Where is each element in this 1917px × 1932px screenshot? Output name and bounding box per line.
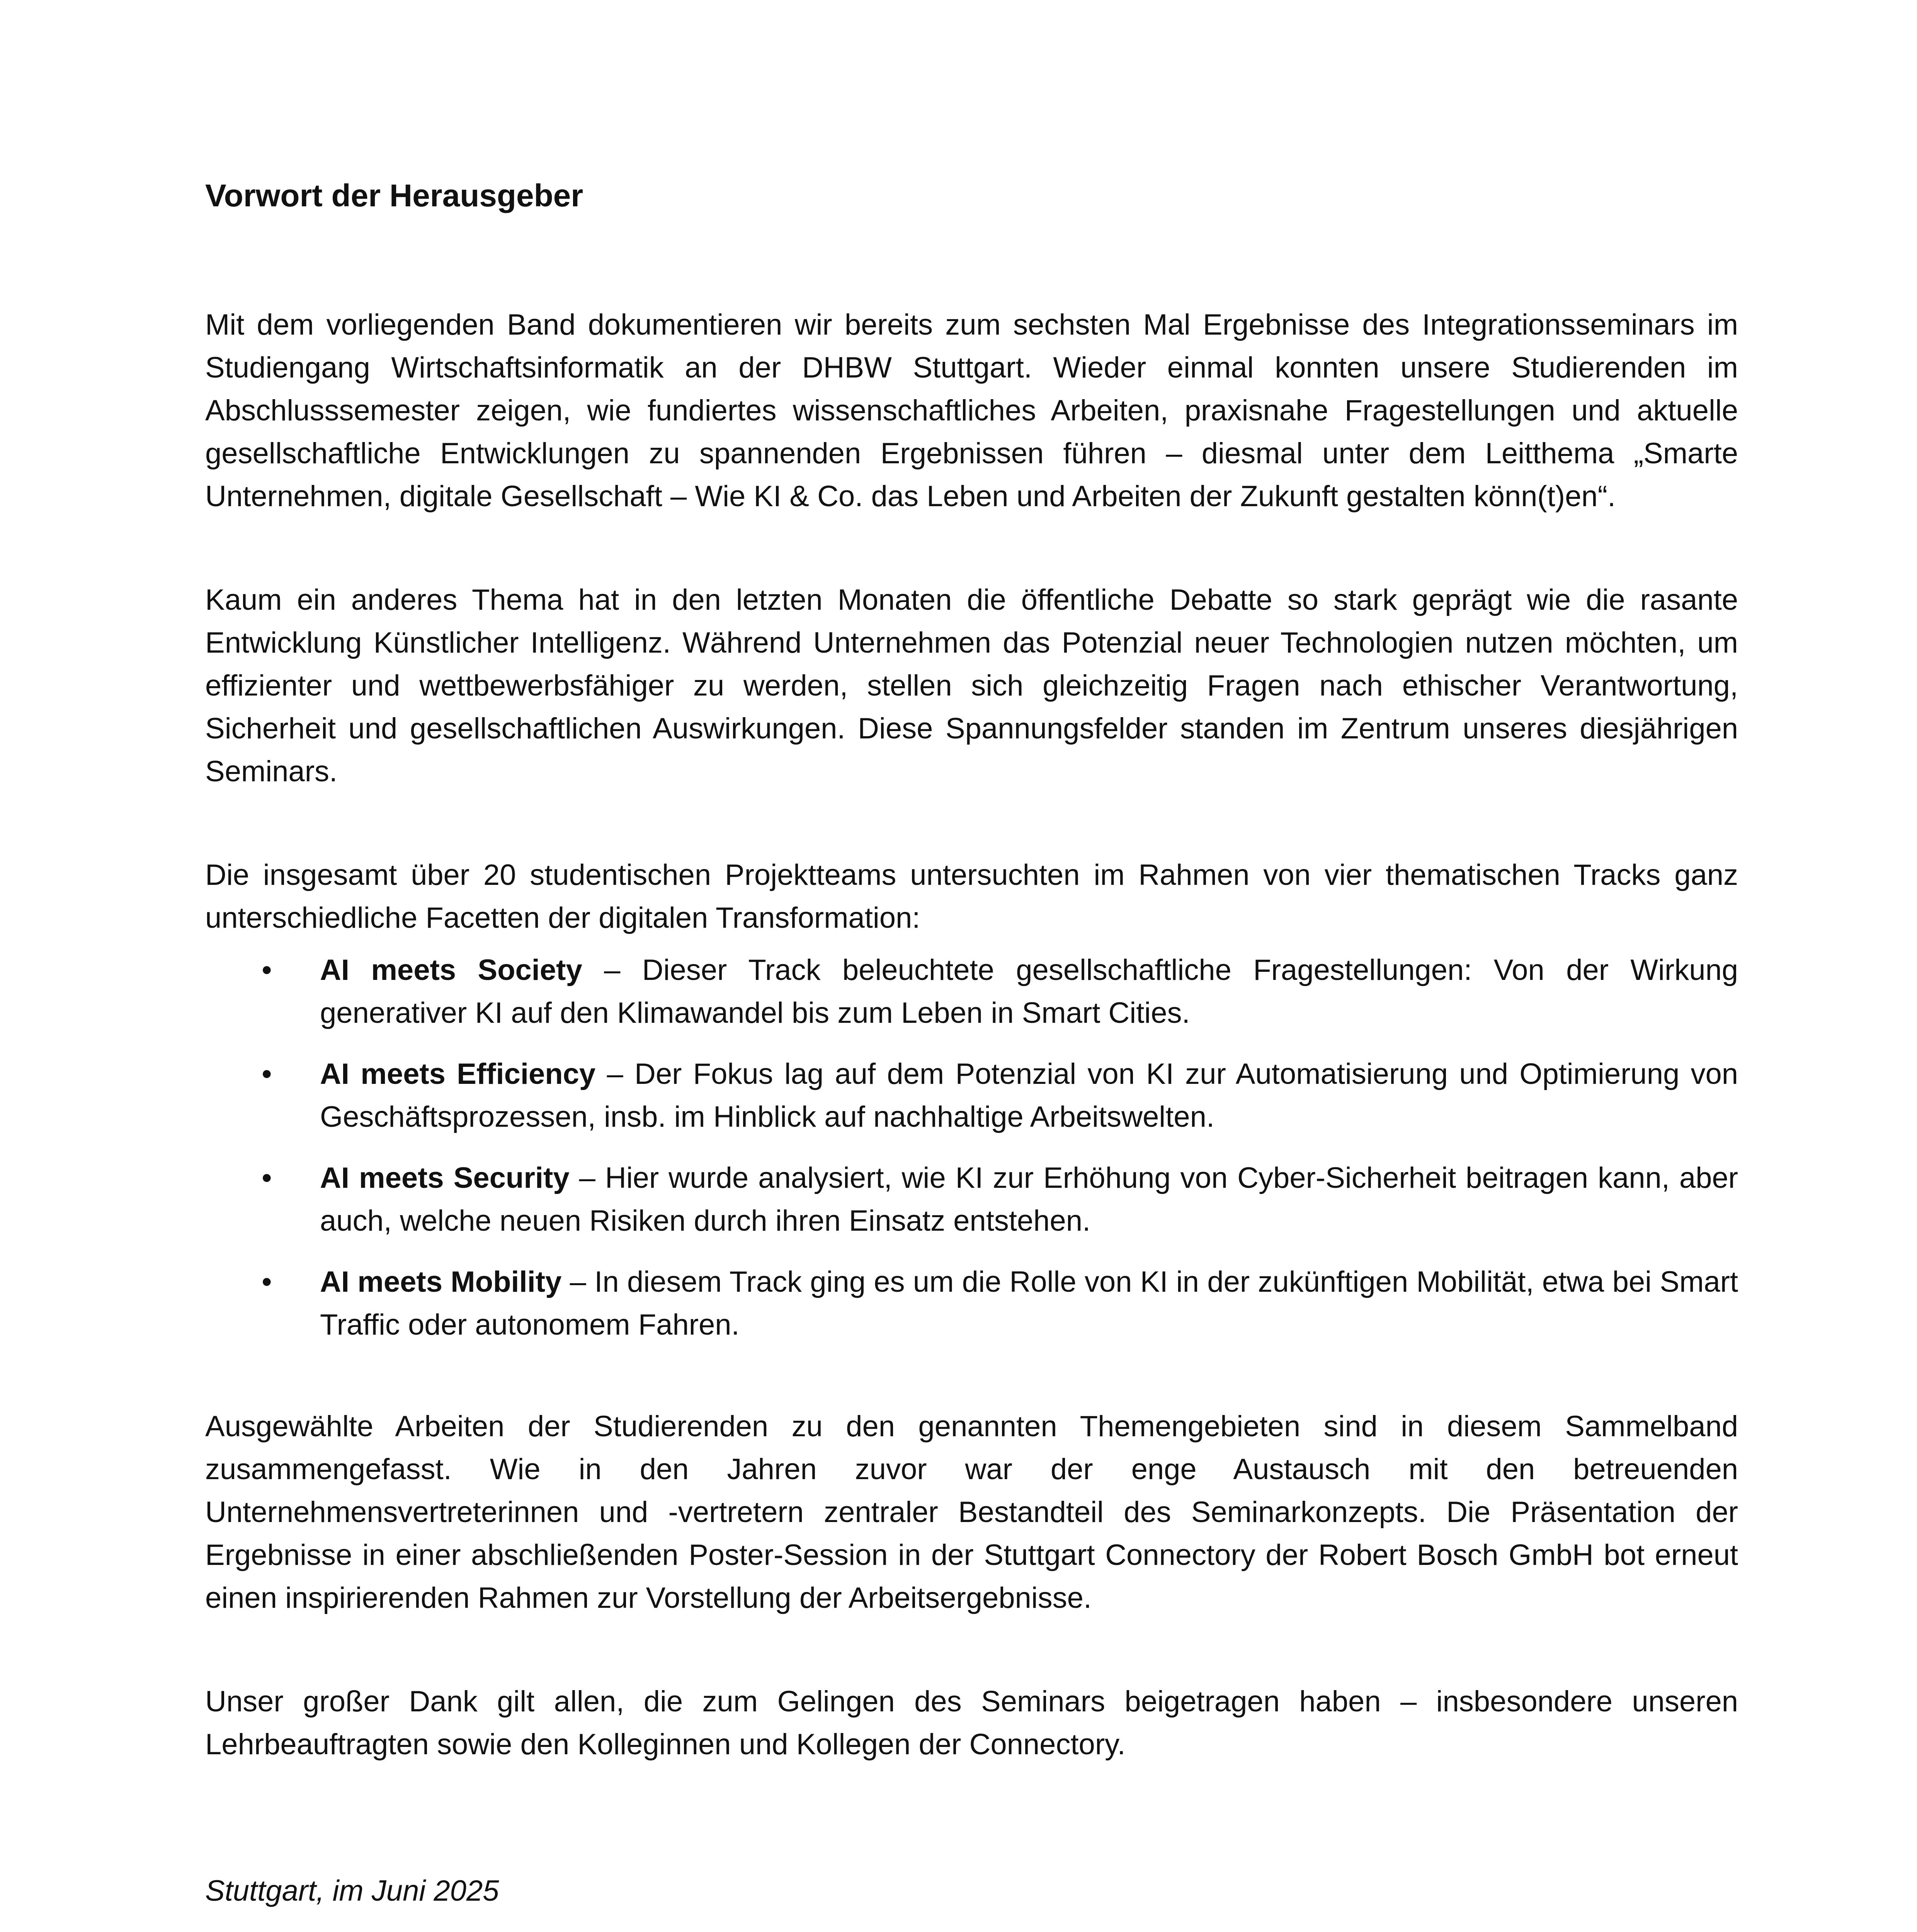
paragraph-tracks-intro: Die insgesamt über 20 studentischen Projektteams untersuchten im Rahmen von vier thematischen Tracks ganz unterschiedliche Facetten der digitalen Transformation: [205,859,1738,934]
track-item-security [205,1156,1738,1242]
paragraph-acknowledgements: Unser großer Dank gilt allen, die zum Gelingen des Seminars beigetragen haben – insbesondere unseren Lehrbeauftragten sowie den Kolleginnen und Kollegen der Connectory. [205,1685,1738,1761]
bullet-icon: • [262,1058,272,1090]
track-description: – In diesem Track ging es um die Rolle von KI in der zukünftigen Mobilität, etwa bei Smart Traffic oder autonomem Fahren. [320,1265,1738,1341]
paragraph-introduction: Mit dem vorliegenden Band dokumentieren wir bereits zum sechsten Mal Ergebnisse des Integrationsseminars im Studiengang Wirtschaftsinformatik an der DHBW Stuttgart. Wieder einmal konnten unsere Studierenden im Abschlusssemester zeigen, wie fundiertes wissenschaftliches Arbeiten, praxisnahe Fragestellungen und aktuelle gesellschaftliche Entwicklungen zu spannenden Ergebnissen führen – diesmal unter dem Leitthema „Smarte Unternehmen, digitale Gesellschaft – Wie KI & Co. das Leben und Arbeiten der Zukunft gestalten könn(t)en“. [205,308,1738,513]
track-name: AI meets Efficiency [320,1058,596,1090]
track-item-mobility [205,1260,1738,1346]
page-content [205,175,1738,1932]
track-item-society [205,949,1738,1034]
track-list [205,949,1738,1346]
track-description: – Hier wurde analysiert, wie KI zur Erhöhung von Cyber-Sicherheit beitragen kann, aber auch, welche neuen Risiken durch ihren Einsatz entstehen. [320,1162,1738,1237]
track-item-efficiency [205,1053,1738,1138]
track-description: – Dieser Track beleuchtete gesellschaftliche Fragestellungen: Von der Wirkung generativer KI auf den Klimawandel bis zum Leben in Smart Cities. [320,954,1738,1029]
track-name: AI meets Mobility [320,1265,562,1298]
place-date: Stuttgart, im Juni 2025 [205,1874,499,1907]
page-title: Vorwort der Herausgeber [205,178,583,213]
bullet-icon: • [262,954,272,986]
track-description: – Der Fokus lag auf dem Potenzial von KI zur Automatisierung und Optimierung von Geschäftsprozessen, insb. im Hinblick auf nachhaltige Arbeitswelten. [320,1058,1738,1133]
paragraph-selected-works: Ausgewählte Arbeiten der Studierenden zu den genannten Themengebieten sind in diesem Sammelband zusammengefasst. Wie in den Jahren zuvor war der enge Austausch mit den betreuenden Unternehmensvertreterinnen und -vertretern zentraler Bestandteil des Seminarkonzepts. Die Präsentation der Ergebnisse in einer abschließenden Poster-Session in der Stuttgart Connectory der Robert Bosch GmbH bot erneut einen inspirierenden Rahmen zur Vorstellung der Arbeitsergebnisse. [205,1410,1738,1614]
bullet-icon: • [262,1162,272,1194]
paragraph-ai-debate: Kaum ein anderes Thema hat in den letzten Monaten die öffentliche Debatte so stark geprägt wie die rasante Entwicklung Künstlicher Intelligenz. Während Unternehmen das Potenzial neuer Technologien nutzen möchten, um effizienter und wettbewerbsfähiger zu werden, stellen sich gleichzeitig Fragen nach ethischer Verantwortung, Sicherheit und gesellschaftlichen Auswirkungen. Diese Spannungsfelder standen im Zentrum unseres diesjährigen Seminars. [205,583,1738,788]
track-name: AI meets Security [320,1162,570,1194]
bullet-icon: • [262,1265,272,1298]
track-name: AI meets Society [320,954,582,986]
